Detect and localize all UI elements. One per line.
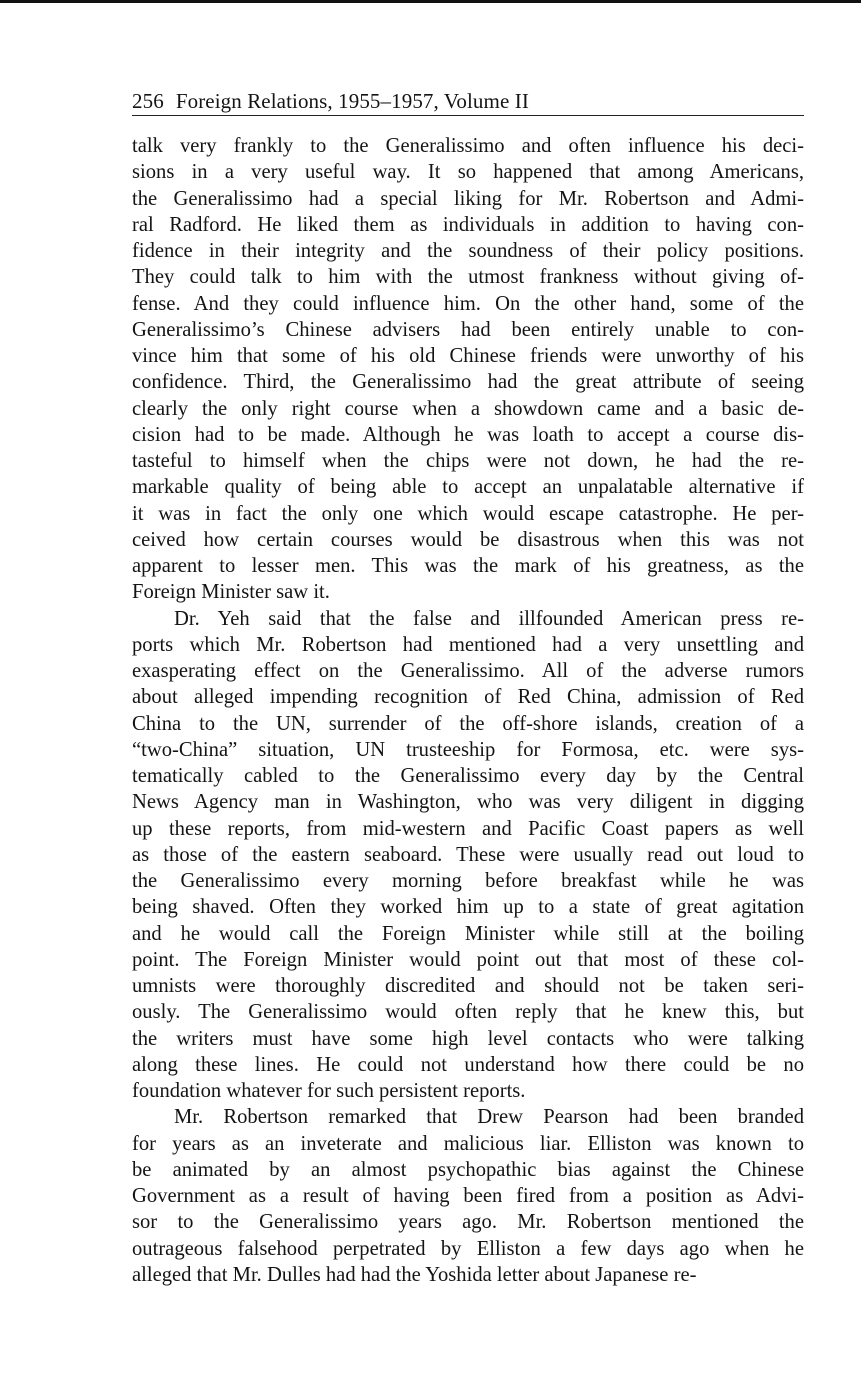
text-line: outrageous falsehood perpetrated by Elliston a few days ago when he (132, 1237, 804, 1260)
text-line: confidence. Third, the Generalissimo had the great attribute of seeing (132, 371, 804, 394)
text-line: China to the UN, surrender of the off-shore islands, creation of a (132, 712, 804, 735)
text-line: ously. The Generalissimo would often reply that he knew this, but (132, 1001, 804, 1024)
text-line: alleged that Mr. Dulles had had the Yoshida letter about Japanese re- (132, 1263, 697, 1286)
text-line: talk very frankly to the Generalissimo and often influence his deci- (132, 135, 804, 157)
text-line: They could talk to him with the utmost frankness without giving of- (132, 266, 804, 289)
text-line: fidence in their integrity and the soundness of their policy positions. (132, 240, 804, 262)
text-line: the Generalissimo every morning before breakfast while he was (132, 870, 804, 892)
text-line: markable quality of being able to accept an unpalatable alternative if (132, 476, 804, 499)
text-line: be animated by an almost psychopathic bias against the Chinese (132, 1158, 804, 1181)
text-line: Mr. Robertson remarked that Drew Pearson had been branded (174, 1106, 804, 1129)
text-line: Dr. Yeh said that the false and illfounded American press re- (174, 607, 804, 630)
running-header (132, 88, 804, 116)
text-line: for years as an inveterate and malicious liar. Elliston was known to (132, 1132, 804, 1155)
text-line: foundation whatever for such persistent reports. (132, 1080, 526, 1102)
text-line: exasperating effect on the Generalissimo. All of the adverse rumors (132, 660, 804, 682)
text-line: point. The Foreign Minister would point out that most of these col- (132, 948, 804, 971)
document-page (132, 88, 804, 1288)
text-line: umnists were thoroughly discredited and should not be taken seri- (132, 975, 804, 997)
text-line: apparent to lesser men. This was the mark of his greatness, as the (132, 555, 804, 577)
page-number: 256 (132, 89, 164, 113)
text-line: about alleged impending recognition of Red China, admission of Red (132, 686, 804, 709)
paragraph-1 (132, 133, 804, 606)
text-line: the writers must have some high level contacts who were talking (132, 1027, 804, 1050)
text-line: and he would call the Foreign Minister while still at the boiling (132, 922, 804, 945)
text-line: along these lines. He could not understand how there could be no (132, 1053, 804, 1076)
text-line: “two-China” situation, UN trusteeship for Formosa, etc. were sys- (132, 738, 804, 761)
body-text (132, 133, 804, 1288)
text-line: the Generalissimo had a special liking for Mr. Robertson and Admi- (132, 187, 804, 210)
text-line: as those of the eastern seaboard. These were usually read out loud to (132, 843, 804, 866)
text-line: vince him that some of his old Chinese friends were unworthy of his (132, 345, 804, 367)
text-line: ports which Mr. Robertson had mentioned had a very unsettling and (132, 633, 804, 656)
text-line: tematically cabled to the Generalissimo every day by the Central (132, 765, 804, 787)
text-line: Government as a result of having been fired from a position as Advi- (132, 1185, 804, 1207)
text-line: up these reports, from mid-western and Pacific Coast papers as well (132, 817, 804, 840)
text-line: cision had to be made. Although he was loath to accept a course dis- (132, 423, 804, 446)
text-line: clearly the only right course when a showdown came and a basic de- (132, 397, 804, 420)
text-line: Generalissimo’s Chinese advisers had been entirely unable to con- (132, 318, 804, 341)
text-line: fense. And they could influence him. On the other hand, some of the (132, 292, 804, 315)
paragraph-2 (132, 606, 804, 1105)
text-line: News Agency man in Washington, who was very diligent in digging (132, 791, 804, 814)
text-line: ral Radford. He liked them as individuals in addition to having con- (132, 213, 804, 236)
text-line: tasteful to himself when the chips were not down, he had the re- (132, 450, 804, 472)
scan-edge (0, 0, 861, 3)
text-line: sor to the Generalissimo years ago. Mr. Robertson mentioned the (132, 1211, 804, 1234)
text-line: Foreign Minister saw it. (132, 581, 330, 604)
text-line: it was in fact the only one which would escape catastrophe. He per- (132, 502, 804, 525)
text-line: being shaved. Often they worked him up to a state of great agitation (132, 896, 804, 919)
text-line: ceived how certain courses would be disastrous when this was not (132, 528, 804, 551)
text-line: sions in a very useful way. It so happened that among Americans, (132, 161, 804, 184)
paragraph-3 (132, 1104, 804, 1288)
volume-title: Foreign Relations, 1955–1957, Volume II (175, 89, 529, 113)
